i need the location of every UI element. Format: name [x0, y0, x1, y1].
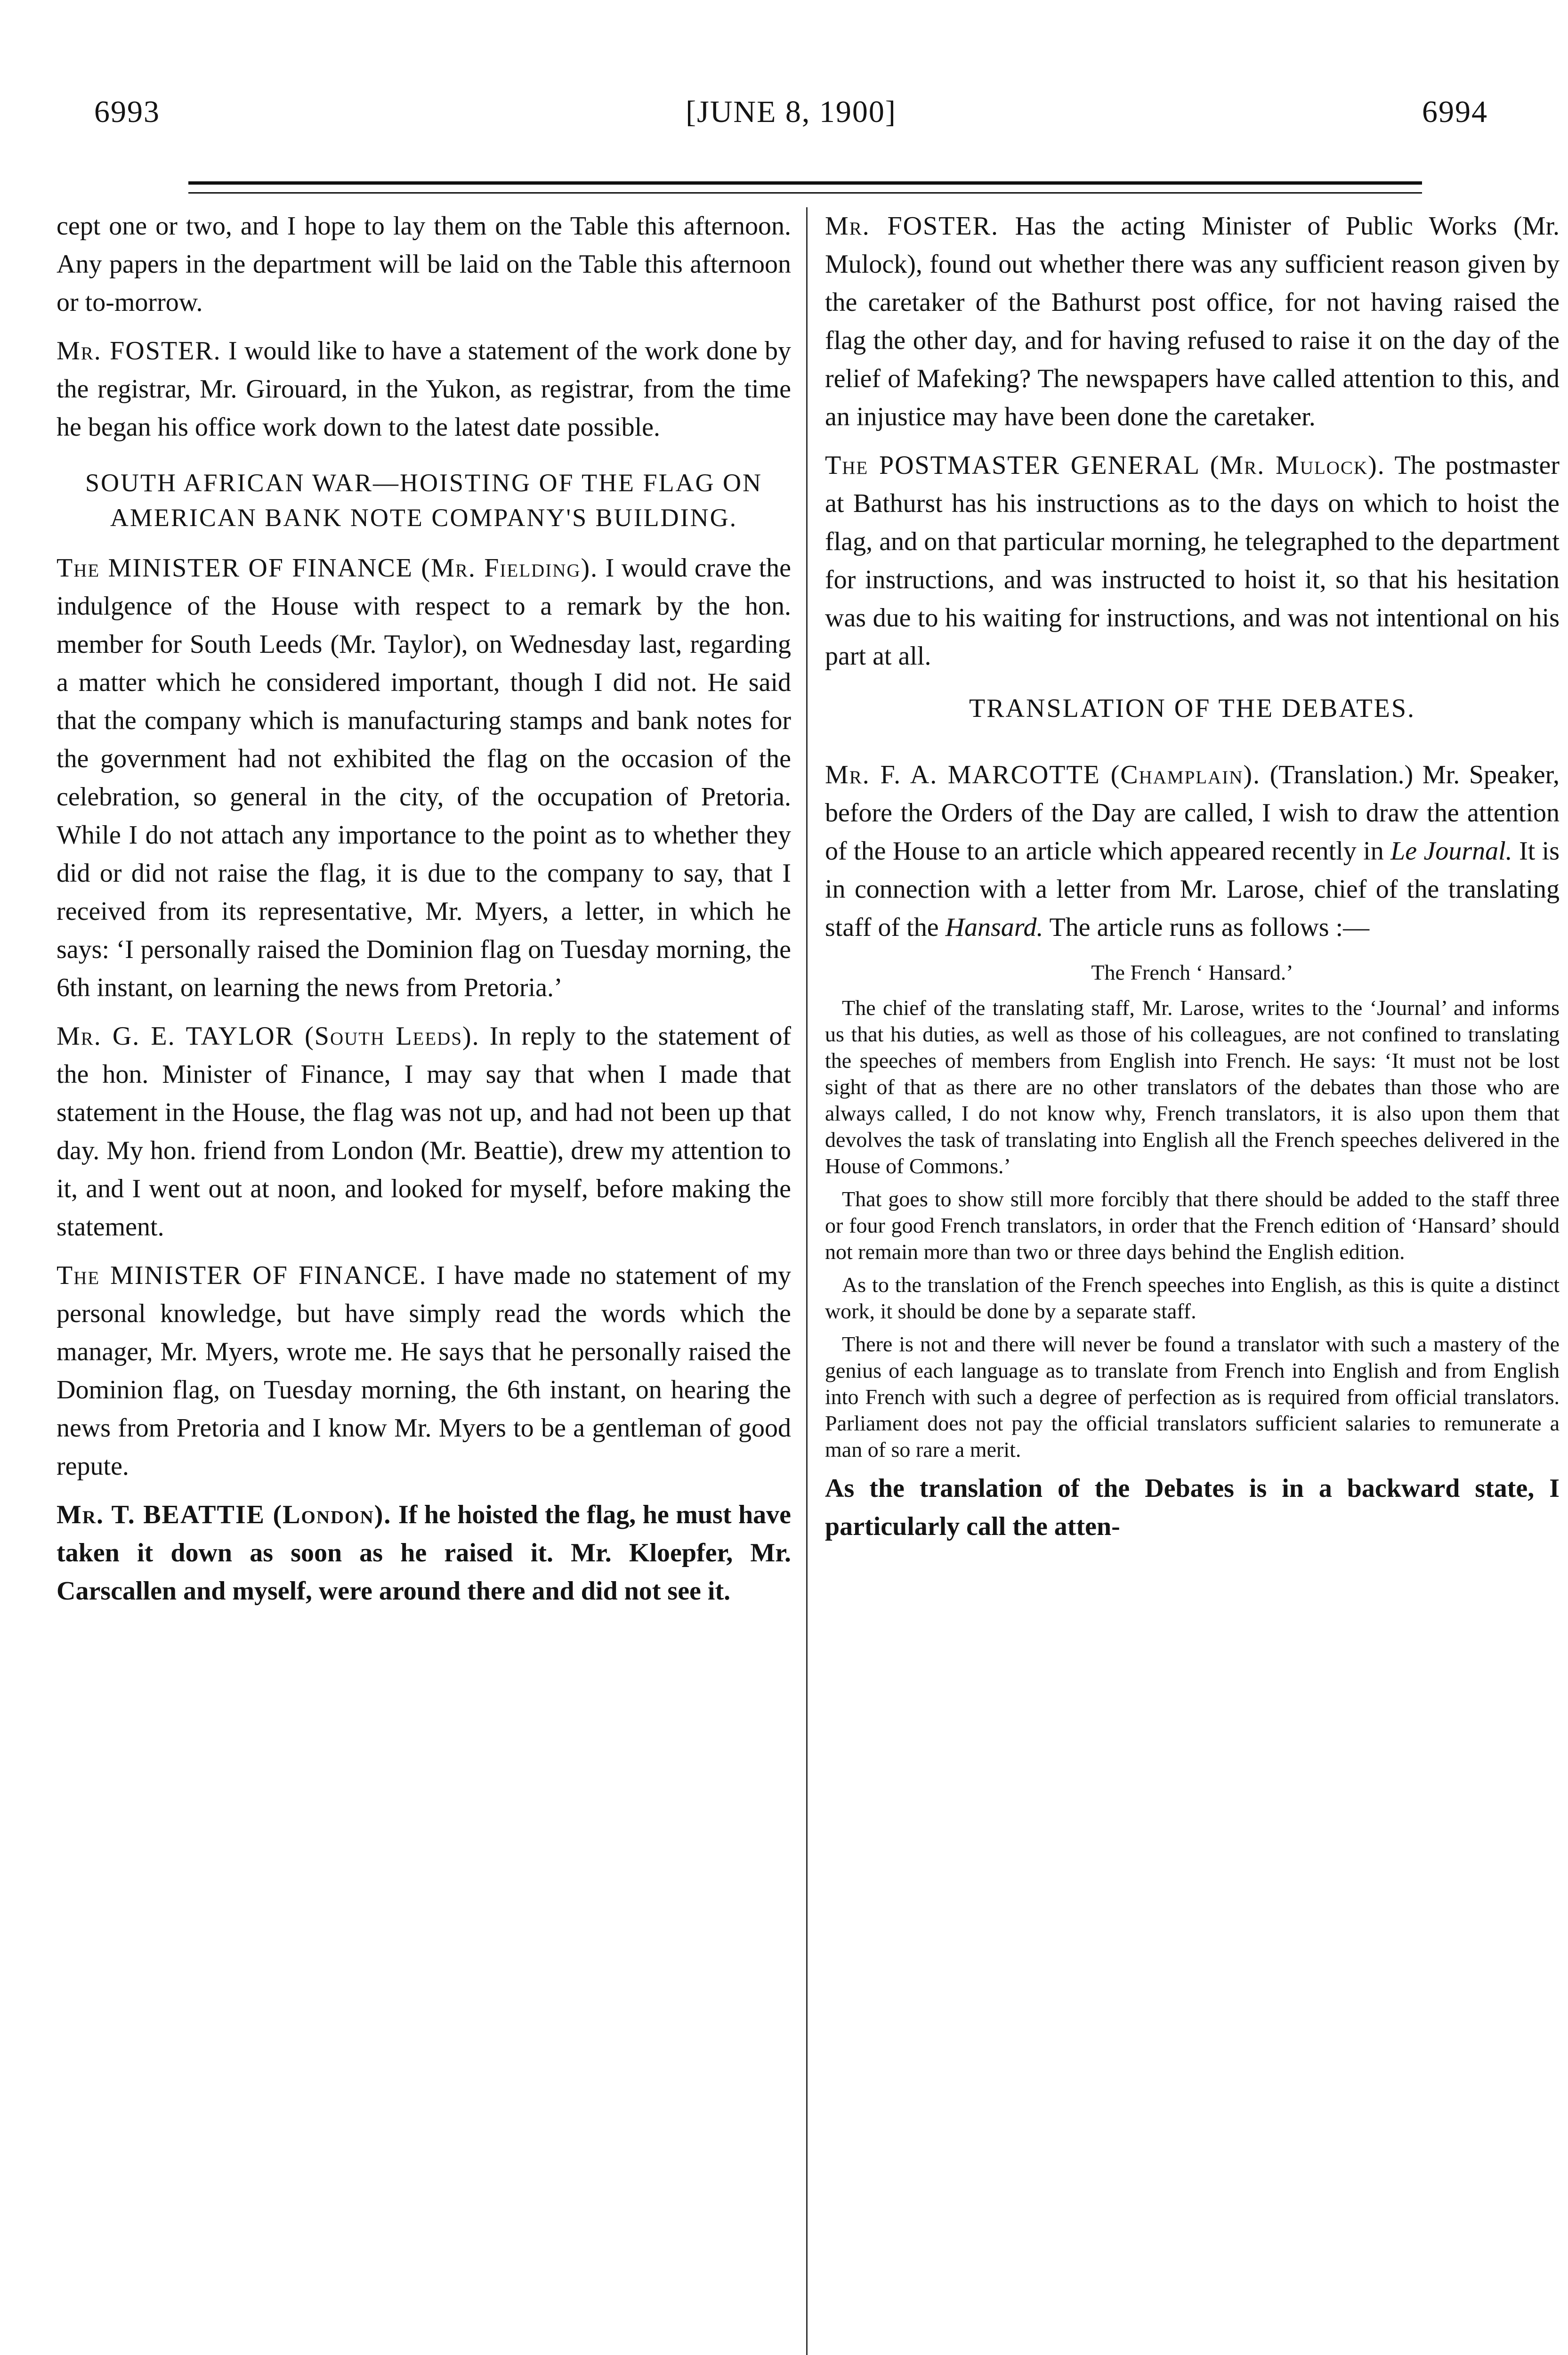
quote-text: That goes to show still more forcibly that there should be added to the staff three or four good French translators, in order that the French edition of ‘Hansard’ should not remain more than two or three days behind the English edition. — [825, 1187, 1560, 1264]
right-paragraph-3 — [825, 756, 1560, 947]
page-number-right: 6994 — [1422, 95, 1488, 129]
hansard-title: Hansard. — [945, 913, 1043, 942]
speech-text: I would crave the indulgence of the House with respect to a remark by the hon. member for South Leeds (Mr. Taylor), on Wednesday last, regarding a matter which he considered important, though I did not. He said that the company which is manufacturing stamps and bank notes for the government had not exhibited the flag on the occasion of the celebration, so general in the city, of the occupation of Pretoria. While I do not attach any importance to the point as to whether they did or did not raise the flag, it is due to the company to say, that I received from its representative, Mr. Myers, a letter, in which he says: ‘I personally raised the Dominion flag on Tuesday morning, the 6th instant, on learning the news from Pretoria.’ — [57, 553, 792, 1002]
speech-text: If he hoisted the flag, he must have taken it down as soon as he raised it. Mr. Kloepfer, Mr. Carscallen and myself, were around there and did not see it. — [57, 1500, 791, 1606]
header-rule-thin — [188, 192, 1422, 194]
left-paragraph-1: cept one or two, and I hope to lay them on the Table this afternoon. Any papers in the department will be laid on the Table this afternoon or to-morrow. — [57, 211, 791, 317]
quote-title: The French ‘ Hansard.’ — [1091, 960, 1293, 984]
left-paragraph-5 — [57, 1257, 791, 1486]
section-heading-translation: TRANSLATION OF THE DEBATES. — [969, 694, 1415, 723]
column-divider — [806, 207, 808, 2355]
right-paragraph-1 — [825, 207, 1560, 436]
journal-title: Le Journal. — [1390, 836, 1512, 866]
quote-paragraph-4 — [825, 1331, 1560, 1463]
quote-text: As to the translation of the French speeches into English, as this is quite a distinct work, it should be done by a separate staff. — [825, 1273, 1560, 1323]
left-paragraph-3 — [57, 549, 791, 1007]
speaker-name: Mr. T. BEATTIE (London). — [57, 1500, 392, 1529]
speech-text: It is in connection with a letter from Mr. Larose, chief of the translating staff of the — [825, 836, 1560, 942]
right-paragraph-4: As the translation of the Debates is in a backward state, I particularly call the atten- — [825, 1474, 1560, 1541]
speaker-name: The MINISTER OF FINANCE. — [57, 1261, 427, 1290]
right-column — [825, 207, 1560, 1556]
page-date: [JUNE 8, 1900] — [686, 95, 897, 129]
speech-text: In reply to the statement of the hon. Minister of Finance, I may say that when I made that statement in the House, the flag was not up, and had not been up that day. My hon. friend from London (Mr. Beattie), drew my attention to it, and I went out at noon, and looked for myself, before making the statement. — [57, 1022, 791, 1242]
speaker-name: The MINISTER OF FINANCE (Mr. Fielding). — [57, 553, 598, 583]
page-number-left: 6993 — [94, 95, 160, 129]
speaker-name: Mr. FOSTER. — [57, 336, 221, 365]
left-paragraph-4 — [57, 1017, 791, 1246]
right-paragraph-2 — [825, 447, 1560, 675]
speech-text: (Translation.) Mr. Speaker, before the Orders of the Day are called, I wish to draw the attention of the House to an article which appeared recently in — [825, 760, 1560, 866]
header-rule-thick — [188, 181, 1422, 185]
speaker-name: Mr. F. A. MARCOTTE (Champlain). — [825, 760, 1261, 789]
quote-paragraph-1 — [825, 995, 1560, 1179]
speech-text: Has the acting Minister of Public Works (Mr. Mulock), found out whether there was any sufficient reason given by the caretaker of the Bathurst post office, for not having raised the flag the other day, and for having refused to raise it on the day of the relief of Mafeking? The newspapers have called attention to this, and an injustice may have been done the caretaker. — [825, 211, 1560, 431]
speech-text: The postmaster at Bathurst has his instructions as to the days on which to hoist the flag, and on that particular morning, he telegraphed to the department for instructions, and was instructed to hoist it, so that his hesitation was due to his waiting for instructions, and was not intentional on his part at all. — [825, 451, 1560, 671]
speaker-name: Mr. G. E. TAYLOR (South Leeds). — [57, 1022, 480, 1051]
page-header — [94, 94, 1488, 137]
speech-text: The article runs as follows :— — [1049, 913, 1370, 942]
quote-paragraph-2 — [825, 1186, 1560, 1265]
left-paragraph-6 — [57, 1496, 791, 1610]
quote-paragraph-3 — [825, 1272, 1560, 1324]
speech-text: I would like to have a statement of the work done by the registrar, Mr. Girouard, in the Yukon, as registrar, from the time he began his office work down to the latest date possible. — [57, 336, 791, 442]
left-paragraph-2 — [57, 332, 791, 447]
left-column — [57, 207, 791, 1621]
speaker-name: Mr. FOSTER. — [825, 211, 999, 241]
speaker-name: The POSTMASTER GENERAL (Mr. Mulock). — [825, 451, 1385, 480]
quote-text: There is not and there will never be found a translator with such a mastery of the genius of each language as to translate from French into English and from English into French with such a degree of perfection as is required from official translators. Parliament does not pay the official translators sufficient salaries to remunerate a man of so rare a merit. — [825, 1332, 1560, 1462]
speech-text: I have made no statement of my personal knowledge, but have simply read the words which the manager, Mr. Myers, wrote me. He says that he personally raised the Dominion flag, on Tuesday morning, the 6th instant, on hearing the news from Pretoria and I know Mr. Myers to be a gentleman of good repute. — [57, 1261, 791, 1481]
section-heading-south-african-war: SOUTH AFRICAN WAR—HOISTING OF THE FLAG ON AMERICAN BANK NOTE COMPANY'S BUILDING. — [85, 469, 763, 532]
quote-text: The chief of the translating staff, Mr. Larose, writes to the ‘Journal’ and informs us that his duties, as well as those of his colleagues, are not confined to translating the speeches of members from English into French. He says: ‘It must not be lost sight of that as there are no other translators of the debates than those who are always called, I do not know why, French translators, it is also upon them that devolves the task of translating into English all the French speeches delivered in the House of Commons.’ — [825, 996, 1560, 1178]
